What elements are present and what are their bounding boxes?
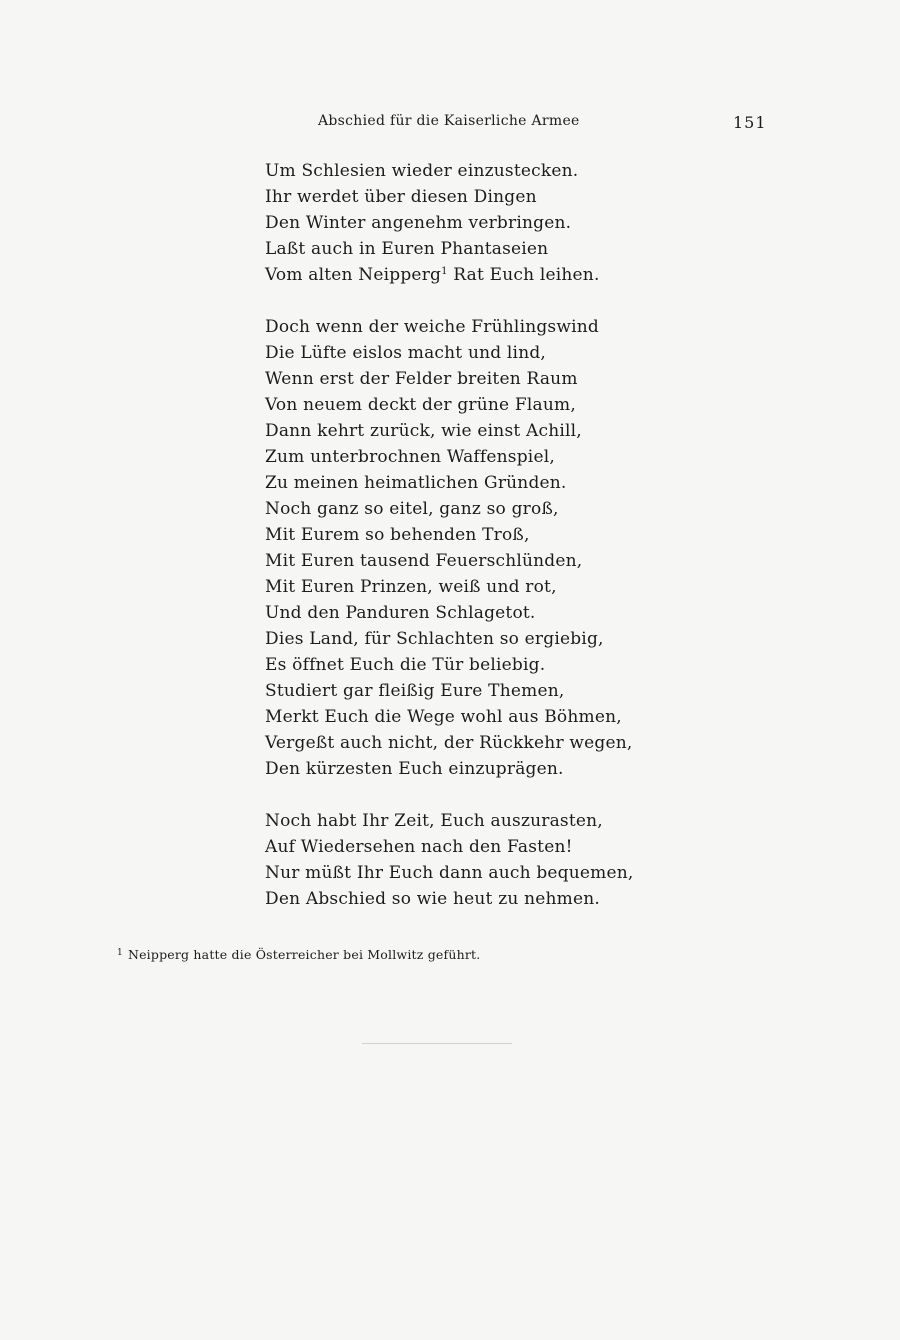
poem-line: Und den Panduren Schlagetot. [265,603,536,623]
stanza-3 [265,808,685,912]
running-head-title: Abschied für die Kaiserliche Armee [318,113,580,129]
poem-line: Auf Wiedersehen nach den Fasten! [265,837,573,857]
poem-line: Den kürzesten Euch einzuprägen. [265,759,564,779]
poem-line: Den Winter angenehm verbringen. [265,213,572,233]
stanza-2 [265,314,685,782]
poem-line: Vergeßt auch nicht, der Rückkehr wegen, [265,733,633,753]
poem-line: Dann kehrt zurück, wie einst Achill, [265,421,582,441]
poem-line: Studiert gar fleißig Eure Themen, [265,681,565,701]
poem-line: Laßt auch in Euren Phantaseien [265,239,549,259]
footnote-text: Neipperg hatte die Österreicher bei Mollwitz geführt. [127,947,481,962]
poem-line: Ihr werdet über diesen Dingen [265,187,537,207]
poem-line: Doch wenn der weiche Frühlingswind [265,317,599,337]
poem-line: Merkt Euch die Wege wohl aus Böhmen, [265,707,622,727]
poem-line: Dies Land, für Schlachten so ergiebig, [265,629,604,649]
poem-line: Den Abschied so wie heut zu nehmen. [265,889,600,909]
footnote-reference: 1 [441,266,448,277]
poem-line: Es öffnet Euch die Tür beliebig. [265,655,546,675]
end-rule-divider [362,1043,512,1044]
poem-line-with-footnote-ref [265,262,685,288]
poem-line: Mit Euren Prinzen, weiß und rot, [265,577,557,597]
poem-line: Die Lüfte eislos macht und lind, [265,343,547,363]
footnote [117,947,480,962]
poem-line: Noch habt Ihr Zeit, Euch auszurasten, [265,811,603,831]
poem-body [265,158,685,938]
poem-line-text: Rat Euch leihen. [447,265,600,285]
page-number: 151 [733,113,767,132]
poem-line: Nur müßt Ihr Euch dann auch bequemen, [265,863,634,883]
poem-line: Um Schlesien wieder einzustecken. [265,161,579,181]
stanza-1 [265,158,685,288]
poem-line: Mit Euren tausend Feuerschlünden, [265,551,583,571]
poem-line-text: Vom alten Neipperg [265,265,442,285]
poem-line: Wenn erst der Felder breiten Raum [265,369,578,389]
poem-line: Zum unterbrochnen Waffenspiel, [265,447,555,467]
poem-line: Mit Eurem so behenden Troß, [265,525,530,545]
poem-line: Zu meinen heimatlichen Gründen. [265,473,567,493]
footnote-marker: 1 [117,948,123,958]
poem-line: Noch ganz so eitel, ganz so groß, [265,499,559,519]
poem-line: Von neuem deckt der grüne Flaum, [265,395,576,415]
